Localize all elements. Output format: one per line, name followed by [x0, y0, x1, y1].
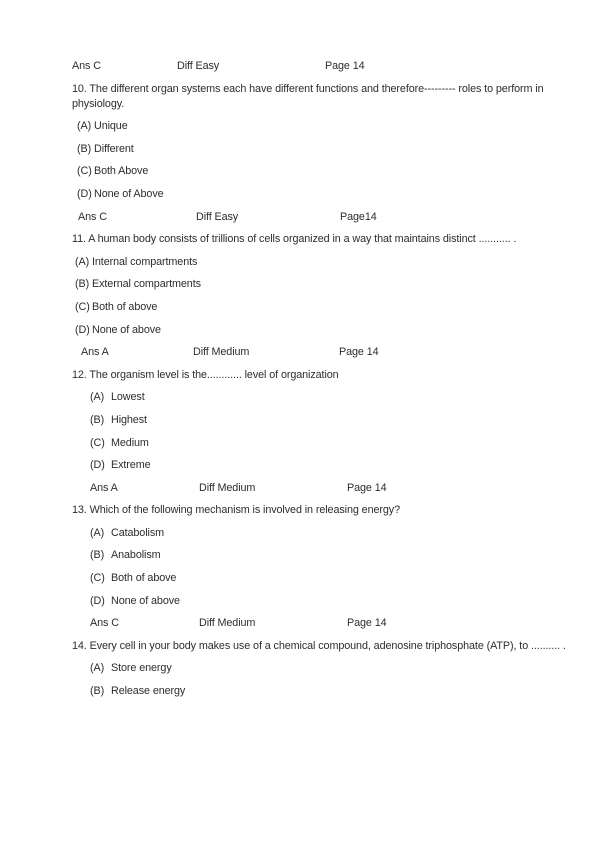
- option-text: Internal compartments: [92, 255, 198, 268]
- option-text: None of Above: [94, 187, 164, 200]
- option-label: (C): [90, 436, 105, 449]
- option: [90, 548, 600, 563]
- option-text: Anabolism: [111, 549, 161, 562]
- option: [90, 526, 600, 541]
- option: [77, 164, 600, 179]
- option-text: Catabolism: [111, 526, 165, 539]
- option: [90, 458, 600, 473]
- option-label: (A): [90, 526, 105, 539]
- option-label: (D): [90, 459, 105, 472]
- answer-key: Ans A: [90, 481, 118, 494]
- question-text: 13. Which of the following mechanism is involved in releasing energy?: [72, 504, 400, 517]
- question-text: 10. The different organ systems each have different functions and therefore--------- roles to perform in: [72, 82, 544, 95]
- option: [77, 187, 600, 202]
- option-text: Lowest: [111, 391, 145, 404]
- page-ref: Page 14: [347, 617, 387, 630]
- option-label: (B): [77, 142, 92, 155]
- option-text: Extreme: [111, 459, 151, 472]
- option-text: None of above: [111, 594, 180, 607]
- page-ref: Page14: [340, 210, 377, 223]
- option: [90, 436, 600, 451]
- option-label: (C): [75, 300, 90, 313]
- answer-key: Ans C: [78, 210, 107, 223]
- answer-key: Ans A: [81, 346, 109, 359]
- option-text: Store energy: [111, 662, 172, 675]
- option-text: Different: [94, 142, 134, 155]
- option-label: (A): [77, 120, 92, 133]
- page-ref: Page 14: [325, 60, 365, 72]
- option-text: Release energy: [111, 685, 186, 698]
- question-text: 11. A human body consists of trillions of cells organized in a way that maintains distinct ........... .: [72, 233, 517, 246]
- answer-meta-row: [72, 59, 600, 74]
- option-label: (A): [90, 391, 105, 404]
- option: [75, 255, 600, 270]
- option: [75, 300, 600, 315]
- option-text: Both of above: [111, 572, 177, 585]
- difficulty: Diff Medium: [193, 346, 250, 359]
- option: [77, 142, 600, 157]
- option-label: (D): [75, 323, 90, 336]
- option-label: (C): [90, 572, 105, 585]
- answer-meta-row: [72, 210, 600, 225]
- difficulty: Diff Easy: [196, 210, 239, 223]
- option: [90, 661, 600, 676]
- option: [90, 413, 600, 428]
- answer-key: Ans C: [72, 60, 101, 72]
- answer-meta-row: [72, 616, 600, 631]
- answer-key: Ans C: [90, 617, 119, 630]
- option: [90, 594, 600, 609]
- difficulty: Diff Medium: [199, 481, 256, 494]
- option: [77, 119, 600, 134]
- option: [90, 684, 600, 699]
- question-text: 12. The organism level is the............ level of organization: [72, 368, 339, 381]
- question-text: physiology.: [72, 97, 125, 110]
- option-label: (C): [77, 165, 92, 178]
- answer-meta-row: [72, 481, 600, 496]
- option: [75, 277, 600, 292]
- option: [75, 323, 600, 338]
- option-label: (B): [90, 549, 105, 562]
- option-label: (D): [77, 187, 92, 200]
- difficulty: Diff Medium: [199, 617, 256, 630]
- difficulty: Diff Easy: [177, 60, 220, 72]
- option-label: (B): [90, 413, 105, 426]
- option-label: (B): [75, 278, 90, 291]
- answer-meta-row: [72, 345, 600, 360]
- option-label: (A): [90, 662, 105, 675]
- option-text: None of above: [92, 323, 161, 336]
- page-ref: Page 14: [339, 346, 379, 359]
- option: [90, 571, 600, 586]
- option-label: (D): [90, 594, 105, 607]
- option: [90, 390, 600, 405]
- page-ref: Page 14: [347, 481, 387, 494]
- option-label: (B): [90, 685, 105, 698]
- option-text: External compartments: [92, 278, 201, 291]
- question-text: 14. Every cell in your body makes use of a chemical compound, adenosine triphosphate (ATP), to .......... .: [72, 639, 566, 652]
- option-label: (A): [75, 255, 90, 268]
- option-text: Unique: [94, 120, 128, 133]
- option-text: Medium: [111, 436, 149, 449]
- option-text: Both of above: [92, 300, 158, 313]
- option-text: Both Above: [94, 165, 149, 178]
- option-text: Highest: [111, 413, 147, 426]
